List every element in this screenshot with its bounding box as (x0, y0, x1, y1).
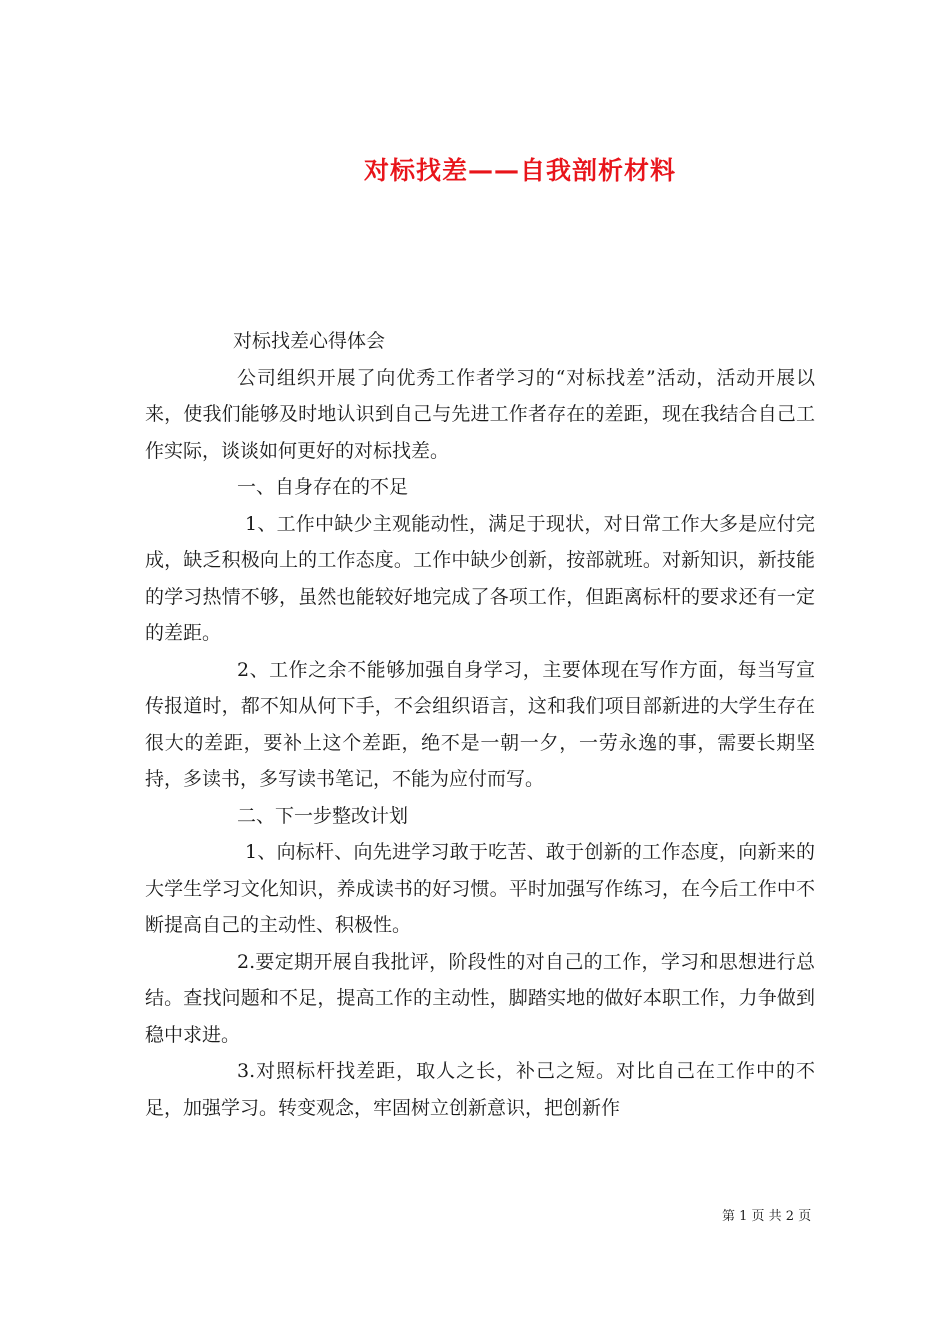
page-number-footer: 第 1 页 共 2 页 (722, 1209, 812, 1224)
document-subtitle: 对标找差心得体会 (233, 330, 386, 352)
plan-item-2: 2.要定期开展自我批评，阶段性的对自己的工作，学习和思想进行总结。查找问题和不足，提高工作的主动性，脚踏实地的做好本职工作，力争做到稳中求进。 (145, 950, 815, 1046)
page-title: 对标找差——自我剖析材料 (363, 155, 676, 185)
shortcoming-item-1: 1、工作中缺少主观能动性，满足于现状，对日常工作大多是应付完成，缺乏积极向上的工作态度。工作中缺少创新，按部就班。对新知识，新技能的学习热情不够，虽然也能较好地完成了各项工作，但距离标杆的要求还有一定的差距。 (145, 512, 815, 644)
plan-item-1: 1、向标杆、向先进学习敢于吃苦、敢于创新的工作态度，向新来的大学生学习文化知识，养成读书的好习惯。平时加强写作练习，在今后工作中不断提高自己的主动性、积极性。 (145, 841, 815, 936)
shortcoming-item-2: 2、工作之余不能够加强自身学习，主要体现在写作方面，每当写宣传报道时，都不知从何下手，不会组织语言，这和我们项目部新进的大学生存在很大的差距，要补上这个差距，绝不是一朝一夕，一劳永逸的事，需要长期坚持，多读书，多写读书笔记，不能为应付而写。 (145, 658, 815, 790)
section-heading-plan: 二、下一步整改计划 (237, 804, 409, 827)
plan-item-3: 3.对照标杆找差距，取人之长，补己之短。对比自己在工作中的不足，加强学习。转变观念，牢固树立创新意识，把创新作 (145, 1060, 815, 1119)
document-body (145, 323, 815, 1126)
intro-paragraph: 公司组织开展了向优秀工作者学习的“对标找差”活动，活动开展以来，使我们能够及时地认识到自己与先进工作者存在的差距，现在我结合自己工作实际，谈谈如何更好的对标找差。 (145, 366, 815, 462)
section-heading-shortcomings: 一、自身存在的不足 (237, 476, 409, 498)
